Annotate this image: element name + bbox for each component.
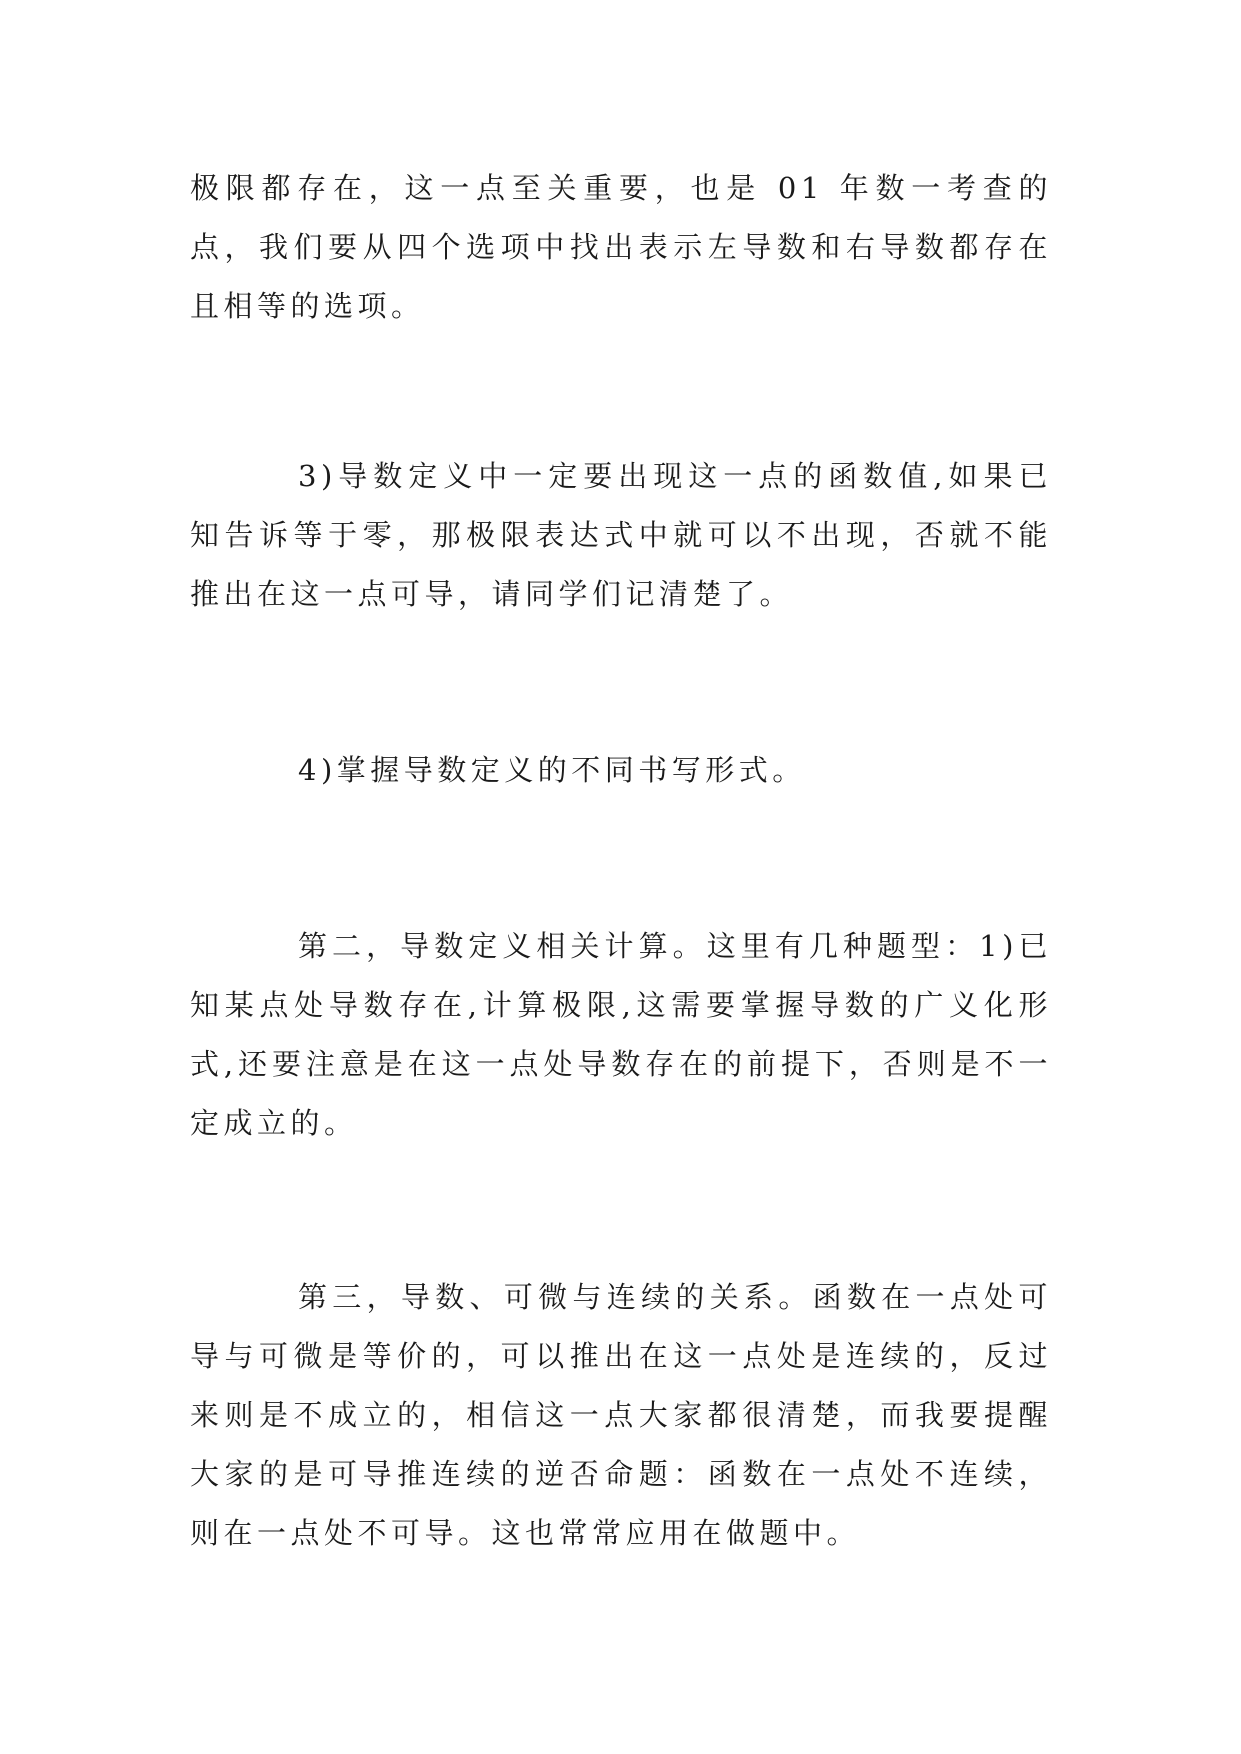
paragraph-section-two: 第二，导数定义相关计算。这里有几种题型：1)已知某点处导数存在,计算极限,这需要掌握导数的广义化形式,还要注意是在这一点处导数存在的前提下，否则是不一定成立的。 [190, 929, 1052, 1140]
paragraph-point-3: 3)导数定义中一定要出现这一点的函数值,如果已知告诉等于零，那极限表达式中就可以不出现，否就不能推出在这一点可导，请同学们记清楚了。 [190, 459, 1052, 611]
paragraph-limit-existence: 极限都存在，这一点至关重要，也是 01 年数一考查的点，我们要从四个选项中找出表示左导数和右导数都存在且相等的选项。 [190, 171, 1052, 323]
paragraph-section-three: 第三，导数、可微与连续的关系。函数在一点处可导与可微是等价的，可以推出在这一点处是连续的，反过来则是不成立的，相信这一点大家都很清楚，而我要提醒大家的是可导推连续的逆否命题：函数在一点处不连续，则在一点处不可导。这也常常应用在做题中。 [190, 1280, 1052, 1550]
paragraph-point-4: 4)掌握导数定义的不同书写形式。 [298, 753, 806, 787]
